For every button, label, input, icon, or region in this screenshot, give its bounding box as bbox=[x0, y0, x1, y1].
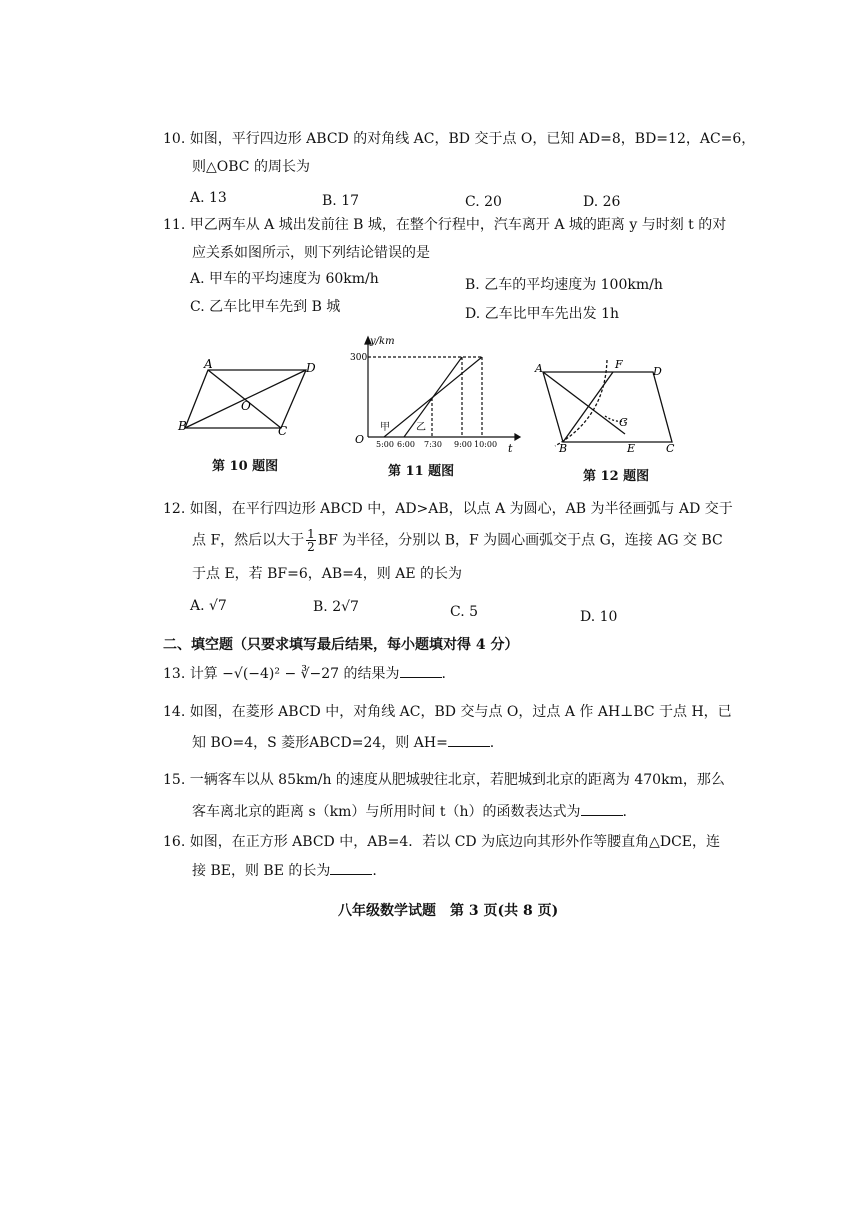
q15-line2 bbox=[192, 803, 627, 821]
q15-text: 客车离北京的距离 s（km）与所用时间 t（h）的函数表达式为 bbox=[192, 804, 581, 820]
label-d: D bbox=[306, 361, 316, 375]
q14-answer-blank[interactable] bbox=[448, 734, 490, 747]
arc-bf bbox=[555, 360, 607, 446]
x-axis-label: t bbox=[508, 442, 513, 455]
figure-11 bbox=[350, 335, 520, 460]
label-c: C bbox=[666, 442, 675, 455]
q10-option-a: A. 13 bbox=[190, 190, 227, 206]
label-f: F bbox=[615, 358, 623, 371]
x-tick-730: 7:30 bbox=[424, 440, 442, 449]
fig11-caption: 第 11 题图 bbox=[388, 464, 455, 479]
q13-line bbox=[163, 665, 446, 683]
section-2-heading: 二、填空题（只要求填写最后结果，每小题填对得 4 分） bbox=[163, 637, 519, 653]
q10-option-c: C. 20 bbox=[465, 194, 502, 210]
series-yi-label: 乙 bbox=[416, 422, 426, 433]
q15-end: . bbox=[622, 804, 627, 820]
q16-line1: 16. 如图，在正方形 ABCD 中，AB=4．若以 CD 为底边向其形外作等腰直角△DCE，连 bbox=[163, 834, 721, 850]
q15-answer-blank[interactable] bbox=[581, 803, 623, 816]
q10-option-d: D. 26 bbox=[583, 194, 621, 210]
label-a: A bbox=[535, 362, 543, 375]
q12-line1: 12. 如图，在平行四边形 ABCD 中，AD>AB，以点 A 为圆心，AB 为半径画弧与 AD 交于 bbox=[163, 501, 733, 517]
q11-option-b: B. 乙车的平均速度为 100km/h bbox=[465, 277, 663, 293]
q12-line2-post: BF 为半径，分别以 B，F 为圆心画弧交于点 G，连接 AG 交 BC bbox=[317, 532, 723, 549]
q14-text: 知 BO=4，S 菱形ABCD=24，则 AH= bbox=[192, 735, 448, 751]
q16-end: . bbox=[372, 863, 377, 879]
q12-option-b: B. 2√7 bbox=[313, 599, 359, 615]
parallelogram-abcd bbox=[543, 372, 672, 442]
label-d: D bbox=[653, 365, 662, 378]
q13-answer-blank[interactable] bbox=[400, 665, 442, 678]
fig10-caption: 第 10 题图 bbox=[212, 459, 279, 474]
q16-line2 bbox=[192, 862, 377, 880]
label-c: C bbox=[278, 424, 288, 438]
q10-line1: 10. 如图，平行四边形 ABCD 的对角线 AC，BD 交于点 O，已知 AD=8，BD=12，AC=6， bbox=[163, 131, 756, 147]
q10-option-b: B. 17 bbox=[322, 193, 360, 209]
y-axis-label: y/km bbox=[370, 336, 395, 347]
q10-line2: 则△OBC 的周长为 bbox=[192, 159, 310, 175]
origin-label: O bbox=[355, 433, 365, 446]
series-jia-label: 甲 bbox=[380, 422, 390, 433]
fraction-numerator: 1 bbox=[307, 527, 315, 541]
x-tick-600: 6:00 bbox=[397, 440, 415, 449]
q11-option-c: C. 乙车比甲车先到 B 城 bbox=[190, 299, 341, 315]
page-footer: 八年级数学试题 第 3 页(共 8 页) bbox=[338, 903, 559, 919]
q12-line3: 于点 E，若 BF=6，AB=4，则 AE 的长为 bbox=[192, 566, 463, 582]
fraction-denominator: 2 bbox=[307, 540, 315, 554]
x-tick-1000: 10:00 bbox=[474, 440, 498, 449]
y-tick-300: 300 bbox=[350, 353, 368, 363]
figure-12 bbox=[535, 358, 685, 458]
q13-text: 13. 计算 −√(−4)² − ∛−27 的结果为 bbox=[163, 666, 400, 682]
q14-line2 bbox=[192, 734, 494, 752]
q12-option-c: C. 5 bbox=[450, 604, 479, 620]
q13-end: . bbox=[441, 666, 446, 682]
q11-option-d: D. 乙车比甲车先出发 1h bbox=[465, 306, 619, 322]
label-b: B bbox=[178, 419, 187, 433]
q11-line1: 11. 甲乙两车从 A 城出发前往 B 城，在整个行程中，汽车离开 A 城的距离 y 与时刻 t 的对 bbox=[163, 217, 727, 233]
series-yi-line bbox=[404, 357, 462, 437]
segment-bf bbox=[563, 372, 613, 442]
x-tick-900: 9:00 bbox=[454, 440, 472, 449]
q14-line1: 14. 如图，在菱形 ABCD 中，对角线 AC，BD 交与点 O，过点 A 作 AH⊥BC 于点 H，已 bbox=[163, 704, 732, 720]
label-g: G bbox=[619, 416, 628, 429]
figure-10 bbox=[178, 358, 328, 438]
label-a: A bbox=[204, 357, 213, 371]
q16-text: 接 BE，则 BE 的长为 bbox=[192, 863, 331, 879]
label-b: B bbox=[559, 442, 568, 455]
label-o: O bbox=[241, 399, 251, 413]
q12-option-a: A. √7 bbox=[190, 598, 227, 614]
x-tick-500: 5:00 bbox=[376, 440, 394, 449]
q15-line1: 15. 一辆客车以从 85km/h 的速度从肥城驶往北京，若肥城到北京的距离为 470km，那么 bbox=[163, 772, 725, 788]
q16-answer-blank[interactable] bbox=[330, 862, 372, 875]
q11-line2: 应关系如图所示，则下列结论错误的是 bbox=[192, 245, 430, 261]
q12-line2-pre: 点 F，然后以大于 bbox=[192, 532, 305, 549]
q12-line2 bbox=[192, 528, 723, 553]
label-e: E bbox=[627, 442, 636, 455]
fig12-caption: 第 12 题图 bbox=[583, 469, 650, 484]
segment-ae bbox=[543, 372, 625, 434]
q12-option-d: D. 10 bbox=[580, 609, 618, 625]
fraction-one-half bbox=[306, 528, 316, 553]
q14-end: . bbox=[489, 735, 495, 751]
q11-option-a: A. 甲车的平均速度为 60km/h bbox=[190, 271, 379, 287]
